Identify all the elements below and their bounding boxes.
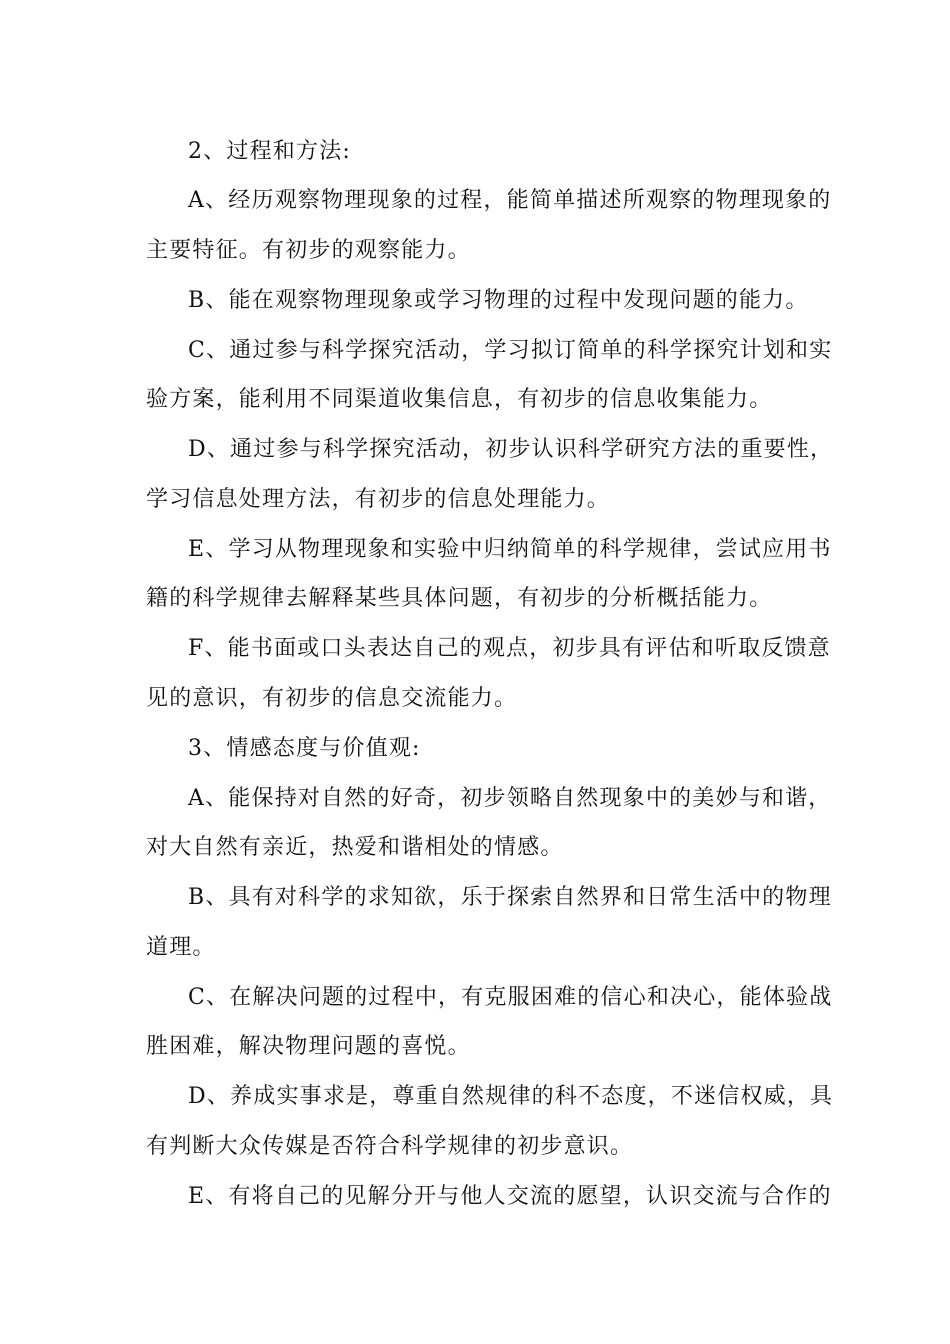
section-2-item-f-line-2: 见的意识，有初步的信息交流能力。 (146, 686, 518, 711)
section-3-item-d-line-2: 有判断大众传媒是否符合科学规律的初步意识。 (146, 1134, 634, 1159)
section-2-item-c-line-1: C、通过参与科学探究活动，学习拟订简单的科学探究计划和实 (188, 338, 833, 363)
section-2-item-e-line-1: E、学习从物理现象和实验中归纳简单的科学规律，尝试应用书 (188, 537, 832, 562)
section-3-item-a-line-2: 对大自然有亲近，热爱和谐相处的情感。 (146, 835, 564, 860)
section-2-item-f-line-1: F、能书面或口头表达自己的观点，初步具有评估和听取反馈意 (188, 636, 831, 661)
section-3-item-d-line-1: D、养成实事求是，尊重自然规律的科不态度，不迷信权威，具 (188, 1084, 834, 1109)
section-3-heading: 3、情感态度与价值观: (188, 736, 421, 761)
section-2-item-d-line-2: 学习信息处理方法，有初步的信息处理能力。 (146, 487, 611, 512)
section-2-item-c-line-2: 验方案，能利用不同渠道收集信息，有初步的信息收集能力。 (146, 387, 773, 412)
section-2-heading: 2、过程和方法: (188, 139, 352, 164)
section-3-item-a-line-1: A、能保持对自然的好奇，初步领略自然现象中的美妙与和谐， (188, 786, 832, 811)
section-2-item-e-line-2: 籍的科学规律去解释某些具体问题，有初步的分析概括能力。 (146, 586, 773, 611)
section-2-item-a-line-2: 主要特征。有初步的观察能力。 (146, 238, 471, 263)
section-2-item-b-line-1: B、能在观察物理现象或学习物理的过程中发现问题的能力。 (188, 288, 809, 313)
section-3-item-b-line-2: 道理。 (146, 935, 216, 960)
section-3-item-c-line-1: C、在解决问题的过程中，有克服困难的信心和决心，能体验战 (188, 985, 833, 1010)
section-2-item-a-line-1: A、经历观察物理现象的过程，能简单描述所观察的物理现象的 (188, 188, 832, 213)
section-2-item-d-line-1: D、通过参与科学探究活动，初步认识科学研究方法的重要性， (188, 437, 834, 462)
section-3-item-e-line-1: E、有将自己的见解分开与他人交流的愿望，认识交流与合作的 (188, 1184, 832, 1209)
section-3-item-b-line-1: B、具有对科学的求知欲，乐于探索自然界和日常生活中的物理 (188, 885, 832, 910)
section-3-item-c-line-2: 胜困难，解决物理问题的喜悦。 (146, 1034, 471, 1059)
